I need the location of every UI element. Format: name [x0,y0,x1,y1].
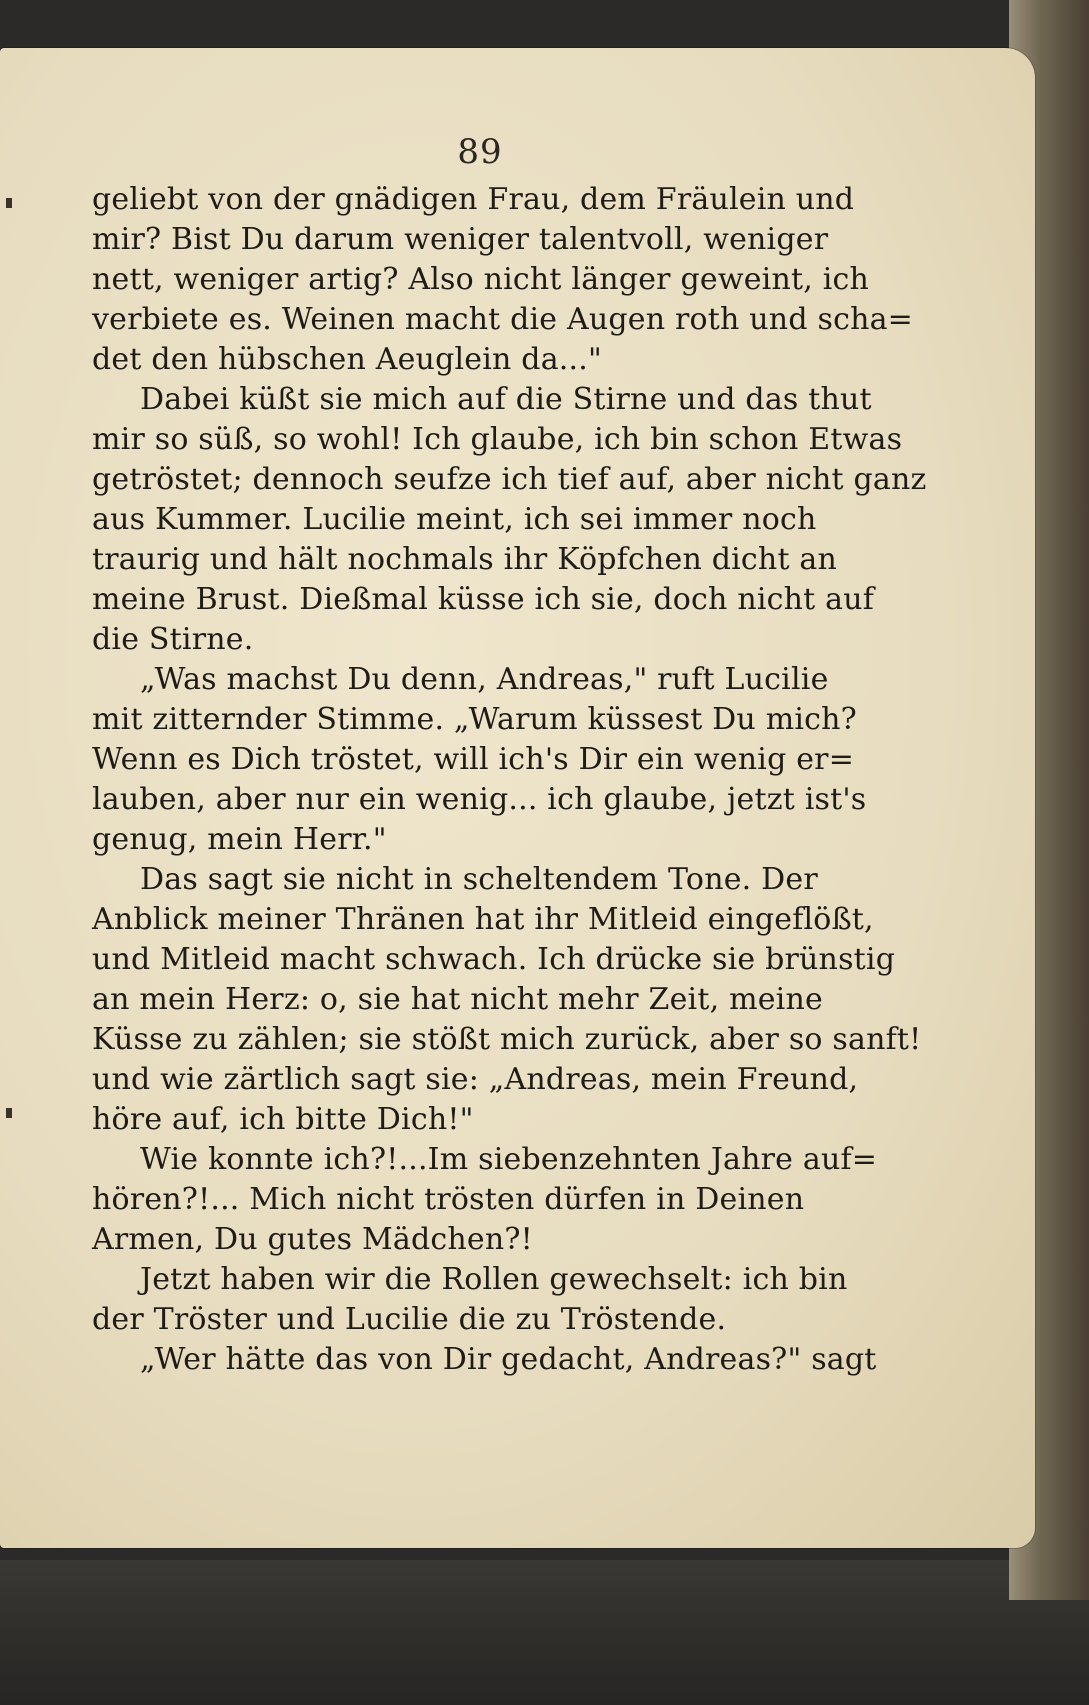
margin-mark [6,198,12,208]
text-line: an mein Herz: o, sie hat nicht mehr Zeit, meine [92,982,823,1017]
text-line: det den hübschen Aeuglein da..." [92,342,602,377]
text-line: der Tröster und Lucilie die zu Tröstende. [92,1302,727,1337]
text-line: Anblick meiner Thränen hat ihr Mitleid eingeflößt, [92,902,874,937]
text-line: die Stirne. [92,622,254,657]
text-line: Küsse zu zählen; sie stößt mich zurück, aber so sanft! [92,1022,922,1057]
text-line: und Mitleid macht schwach. Ich drücke sie brünstig [92,942,896,977]
text-line: Dabei küßt sie mich auf die Stirne und das thut [140,382,872,417]
text-line: Wie konnte ich?!...Im siebenzehnten Jahre auf= [140,1142,878,1177]
text-line: „Was machst Du denn, Andreas," ruft Lucilie [140,662,829,697]
text-line: traurig und hält nochmals ihr Köpfchen dicht an [92,542,838,577]
text-line: genug, mein Herr." [92,822,387,857]
text-line: lauben, aber nur ein wenig... ich glaube, jetzt ist's [92,782,867,817]
text-line: mit zitternder Stimme. „Warum küssest Du mich? [92,702,857,737]
text-line: Wenn es Dich tröstet, will ich's Dir ein wenig er= [92,742,855,777]
text-line: und wie zärtlich sagt sie: „Andreas, mein Freund, [92,1062,859,1097]
text-line: mir so süß, so wohl! Ich glaube, ich bin schon Etwas [92,422,903,457]
margin-mark [6,1108,12,1118]
text-line: Das sagt sie nicht in scheltendem Tone. Der [140,862,818,897]
text-line: geliebt von der gnädigen Frau, dem Fräulein und [92,182,855,217]
page-number: 89 [457,132,503,172]
text-line: hören?!... Mich nicht trösten dürfen in Deinen [92,1182,805,1217]
text-line: höre auf, ich bitte Dich!" [92,1102,474,1137]
text-line: verbiete es. Weinen macht die Augen roth und scha= [92,302,914,337]
text-line: Armen, Du gutes Mädchen?! [92,1222,533,1257]
text-line: getröstet; dennoch seufze ich tief auf, aber nicht ganz [92,462,927,497]
text-line: aus Kummer. Lucilie meint, ich sei immer noch [92,502,817,537]
body-text [92,180,927,1380]
table-surface [0,1560,1089,1705]
text-line: „Wer hätte das von Dir gedacht, Andreas?" sagt [140,1342,877,1377]
text-line: Jetzt haben wir die Rollen gewechselt: ich bin [140,1262,848,1297]
text-line: mir? Bist Du darum weniger talentvoll, weniger [92,222,829,257]
text-line: meine Brust. Dießmal küsse ich sie, doch nicht auf [92,582,875,617]
text-line: nett, weniger artig? Also nicht länger geweint, ich [92,262,870,297]
